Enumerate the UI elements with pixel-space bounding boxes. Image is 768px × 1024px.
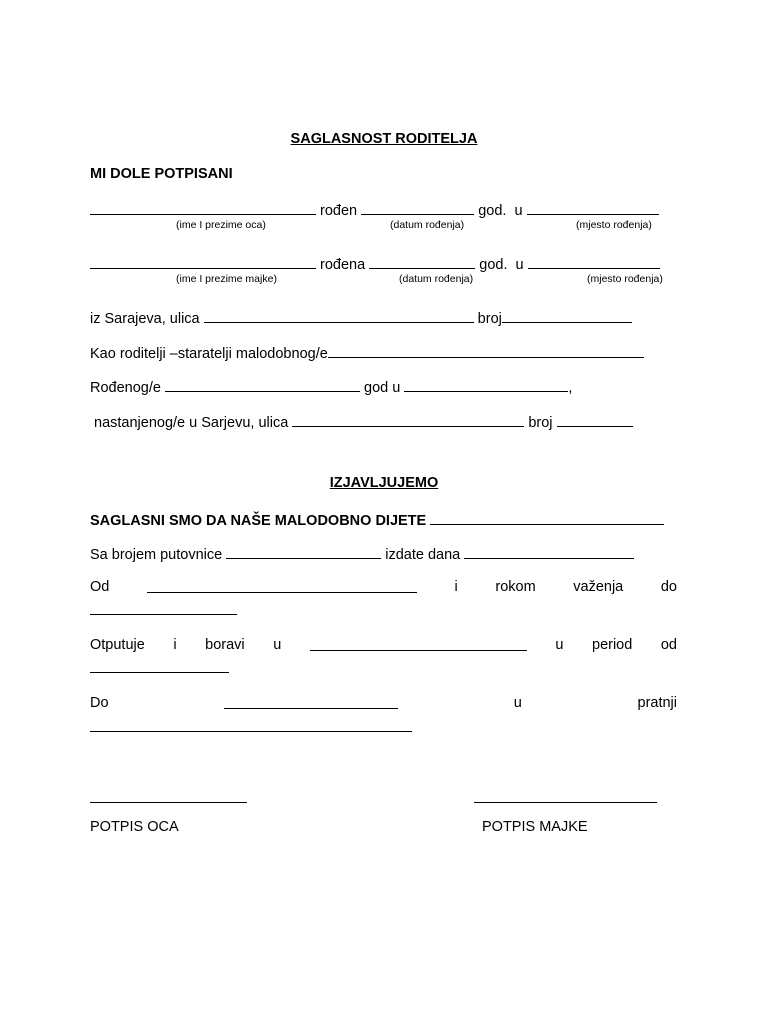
- father-signature-label: POTPIS OCA: [90, 819, 179, 835]
- mother-name-caption: (ime I prezime majke): [176, 273, 277, 285]
- house-number-field[interactable]: [502, 308, 632, 323]
- validity-to-label: do: [660, 579, 677, 595]
- mother-born-label: rođena: [320, 257, 366, 273]
- document-title: SAGLASNOST RODITELJA: [290, 131, 478, 147]
- father-year-label: god.: [478, 203, 507, 219]
- escort-to-label: Do: [90, 695, 109, 711]
- intro-heading: MI DOLE POTPISANI: [90, 166, 233, 182]
- travel-label: Otputuje: [90, 637, 145, 653]
- child-born-label: Rođenog/e: [90, 380, 161, 396]
- escort-row: [90, 694, 677, 712]
- father-place-caption: (mjesto rođenja): [576, 219, 652, 231]
- mother-name-field[interactable]: [90, 254, 316, 269]
- child-born-comma: ,: [568, 380, 573, 396]
- father-birthplace-field[interactable]: [527, 200, 659, 215]
- father-name-caption: (ime I prezime oca): [176, 219, 266, 231]
- passport-number-field[interactable]: [226, 544, 381, 559]
- mother-date-caption: (datum rođenja): [399, 273, 474, 285]
- father-signature-line[interactable]: [90, 802, 247, 803]
- father-date-caption: (datum rođenja): [390, 219, 465, 231]
- consent-child-field[interactable]: [430, 510, 664, 525]
- validity-to-field[interactable]: [90, 600, 237, 615]
- resident-street-field[interactable]: [292, 412, 524, 427]
- validity-valid-label: važenja: [573, 579, 624, 595]
- number-label: broj: [477, 311, 502, 327]
- mother-birthdate-field[interactable]: [369, 254, 475, 269]
- passport-label: Sa brojem putovnice: [90, 547, 223, 563]
- mother-signature-label: POTPIS MAJKE: [482, 819, 588, 835]
- child-name-field[interactable]: [328, 343, 644, 358]
- validity-and-label: i: [454, 579, 458, 595]
- travel-and-label: i: [173, 637, 177, 653]
- travel-period-label: period: [592, 637, 633, 653]
- issued-label: izdate dana: [385, 547, 461, 563]
- passport-row: [90, 544, 634, 564]
- validity-term-label: rokom: [495, 579, 536, 595]
- period-from-row: [90, 658, 229, 678]
- child-year-in-label: god u: [364, 380, 401, 396]
- period-to-field[interactable]: [224, 694, 398, 709]
- travel-in2-label: u: [555, 637, 564, 653]
- mother-birthplace-field[interactable]: [528, 254, 660, 269]
- mother-signature-line[interactable]: [474, 802, 657, 803]
- address-row: [90, 308, 632, 328]
- father-in-label: u: [514, 203, 523, 219]
- street-field[interactable]: [204, 308, 474, 323]
- consent-row: [90, 510, 664, 530]
- travel-in-label: u: [273, 637, 282, 653]
- mother-row: [90, 254, 660, 274]
- period-from-field[interactable]: [90, 658, 229, 673]
- child-born-row: [90, 377, 572, 397]
- mother-year-label: god.: [479, 257, 508, 273]
- travel-row: [90, 636, 677, 654]
- travel-from-label: od: [660, 637, 677, 653]
- mother-place-caption: (mjesto rođenja): [587, 273, 663, 285]
- escort-in-label: u: [513, 695, 522, 711]
- validity-from-label: Od: [90, 579, 110, 595]
- father-name-field[interactable]: [90, 200, 316, 215]
- father-born-label: rođen: [320, 203, 358, 219]
- destination-field[interactable]: [310, 636, 527, 651]
- father-birthdate-field[interactable]: [361, 200, 474, 215]
- child-birthdate-field[interactable]: [165, 377, 360, 392]
- resident-number-field[interactable]: [557, 412, 633, 427]
- child-birthplace-field[interactable]: [404, 377, 568, 392]
- guardians-label: Kao roditelji –staratelji malodobnog/e: [90, 346, 328, 362]
- father-row: [90, 200, 659, 220]
- mother-in-label: u: [515, 257, 524, 273]
- resident-number-label: broj: [528, 415, 553, 431]
- consent-label: SAGLASNI SMO DA NAŠE MALODOBNO DIJETE: [90, 513, 427, 529]
- escort-name-row: [90, 717, 412, 737]
- validity-row: [90, 578, 677, 596]
- guardians-row: [90, 343, 644, 363]
- declare-title: IZJAVLJUJEMO: [329, 475, 439, 491]
- escort-name-field[interactable]: [90, 717, 412, 732]
- validity-from-field[interactable]: [147, 578, 417, 593]
- resident-row: [94, 412, 633, 432]
- resident-label: nastanjenog/e u Sarjevu, ulica: [94, 415, 289, 431]
- address-label: iz Sarajeva, ulica: [90, 311, 200, 327]
- issue-date-field[interactable]: [464, 544, 634, 559]
- travel-stays-label: boravi: [205, 637, 245, 653]
- validity-to-row: [90, 600, 237, 620]
- escort-company-label: pratnji: [637, 695, 677, 711]
